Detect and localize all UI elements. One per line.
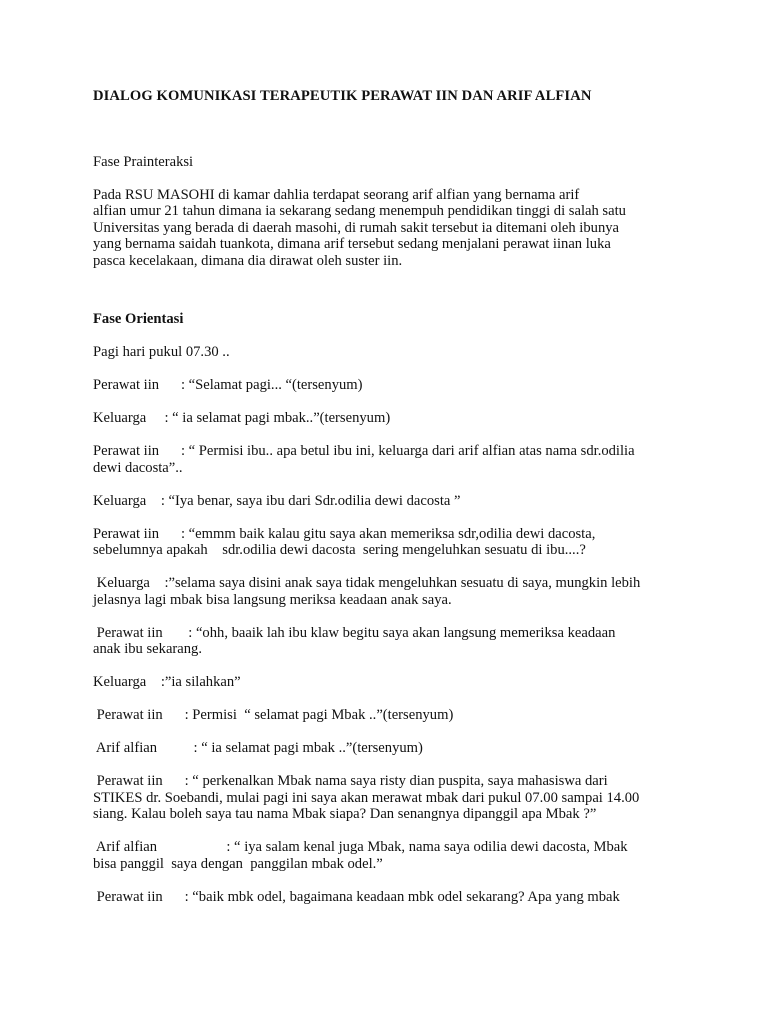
document-title: DIALOG KOMUNIKASI TERAPEUTIK PERAWAT IIN DAN ARIF ALFIAN <box>93 88 592 104</box>
dialog-text: dewi dacosta”.. <box>93 459 183 476</box>
dialog-text: anak ibu sekarang. <box>93 641 203 657</box>
dialog-turn <box>93 410 683 427</box>
dialog-line <box>93 839 683 856</box>
dialog-line <box>93 542 683 559</box>
dialog-speaker: Perawat iin <box>93 773 185 789</box>
dialog-turn <box>93 575 683 608</box>
dialog-line <box>93 641 683 658</box>
dialog-line <box>93 526 683 543</box>
paragraph-line: pasca kecelakaan, dimana dia dirawat oleh suster iin. <box>93 252 403 269</box>
dialog-turn <box>93 493 683 510</box>
dialog-speaker: Keluarga <box>93 410 165 426</box>
dialog-line <box>93 410 683 427</box>
dialog-speaker: Perawat iin <box>93 525 181 542</box>
dialog-speaker: Perawat iin <box>93 707 185 723</box>
prainteraksi-paragraph <box>93 187 683 270</box>
time-note: Pagi hari pukul 07.30 .. <box>93 344 230 360</box>
dialog-list <box>93 377 683 905</box>
dialog-speaker: Keluarga <box>93 674 161 690</box>
dialog-line <box>93 377 683 394</box>
dialog-line <box>93 592 683 609</box>
dialog-text: STIKES dr. Soebandi, mulai pagi ini saya akan merawat mbak dari pukul 07.00 sampai 14.00 <box>93 789 640 806</box>
dialog-line <box>93 575 683 592</box>
dialog-text: : “ ia selamat pagi mbak..”(tersenyum) <box>164 410 391 426</box>
dialog-line <box>93 674 683 691</box>
section-heading-orientasi: Fase Orientasi <box>93 311 184 327</box>
paragraph-line: Pada RSU MASOHI di kamar dahlia terdapat seorang arif alfian yang bernama arif <box>93 186 580 203</box>
dialog-text: : “Selamat pagi... “(tersenyum) <box>180 377 363 393</box>
dialog-line <box>93 493 683 510</box>
dialog-text: siang. Kalau boleh saya tau nama Mbak siapa? Dan senangnya dipanggil apa Mbak ?” <box>93 806 597 822</box>
paragraph-line: yang bernama saidah tuankota, dimana arif tersebut sedang menjalani perawat iinan luka <box>93 236 611 252</box>
dialog-speaker: Keluarga <box>93 575 165 591</box>
document-body <box>93 88 683 905</box>
dialog-text: jelasnya lagi mbak bisa langsung meriksa keadaan anak saya. <box>93 591 452 608</box>
dialog-speaker: Keluarga <box>93 492 161 509</box>
dialog-turn <box>93 443 683 476</box>
dialog-text: : “Iya benar, saya ibu dari Sdr.odilia dewi dacosta ” <box>160 492 461 509</box>
dialog-line <box>93 790 683 807</box>
dialog-turn <box>93 773 683 823</box>
dialog-line <box>93 707 683 724</box>
dialog-text: : “emmm baik kalau gitu saya akan memeriksa sdr,odilia dewi dacosta, <box>180 525 596 542</box>
dialog-line <box>93 856 683 873</box>
dialog-speaker: Arif alfian <box>93 839 227 855</box>
dialog-speaker: Perawat iin <box>93 377 181 393</box>
section-heading-prainteraksi: Fase Prainteraksi <box>93 153 194 170</box>
dialog-turn <box>93 839 683 872</box>
dialog-text: bisa panggil saya dengan panggilan mbak odel.” <box>93 855 383 872</box>
dialog-line <box>93 460 683 477</box>
dialog-line <box>93 806 683 823</box>
dialog-turn <box>93 625 683 658</box>
dialog-turn <box>93 889 683 906</box>
paragraph-line: Universitas yang berada di daerah masohi, di rumah sakit tersebut ia ditemani oleh ibunya <box>93 219 620 236</box>
dialog-speaker: Perawat iin <box>93 888 185 905</box>
dialog-text: : “ohh, baaik lah ibu klaw begitu saya akan langsung memeriksa keadaan <box>188 624 616 641</box>
paragraph-line: alfian umur 21 tahun dimana ia sekarang sedang menempuh pendidikan tinggi di salah satu <box>93 203 626 219</box>
dialog-text: :”ia silahkan” <box>160 674 241 690</box>
dialog-text: : “ iya salam kenal juga Mbak, nama saya odilia dewi dacosta, Mbak <box>226 839 628 855</box>
dialog-text: : “ Permisi ibu.. apa betul ibu ini, keluarga dari arif alfian atas nama sdr.odilia <box>180 443 635 459</box>
dialog-text: : “baik mbk odel, bagaimana keadaan mbk odel sekarang? Apa yang mbak <box>184 888 620 905</box>
dialog-turn <box>93 377 683 394</box>
dialog-line <box>93 625 683 642</box>
dialog-speaker: Perawat iin <box>93 624 189 641</box>
dialog-turn <box>93 674 683 691</box>
dialog-turn <box>93 707 683 724</box>
dialog-speaker: Arif alfian <box>93 740 194 756</box>
dialog-text: : Permisi “ selamat pagi Mbak ..”(tersenyum) <box>184 707 454 723</box>
dialog-line <box>93 740 683 757</box>
dialog-text: :”selama saya disini anak saya tidak mengeluhkan sesuatu di saya, mungkin lebih <box>164 575 641 591</box>
dialog-text: : “ ia selamat pagi mbak ..”(tersenyum) <box>193 740 423 756</box>
dialog-speaker: Perawat iin <box>93 443 181 459</box>
dialog-line <box>93 889 683 906</box>
dialog-text: : “ perkenalkan Mbak nama saya risty dian puspita, saya mahasiswa dari <box>184 773 608 789</box>
dialog-turn <box>93 740 683 757</box>
dialog-line <box>93 773 683 790</box>
dialog-line <box>93 443 683 460</box>
dialog-text: sebelumnya apakah sdr.odilia dewi dacosta sering mengeluhkan sesuatu di ibu....? <box>93 542 586 558</box>
dialog-turn <box>93 526 683 559</box>
